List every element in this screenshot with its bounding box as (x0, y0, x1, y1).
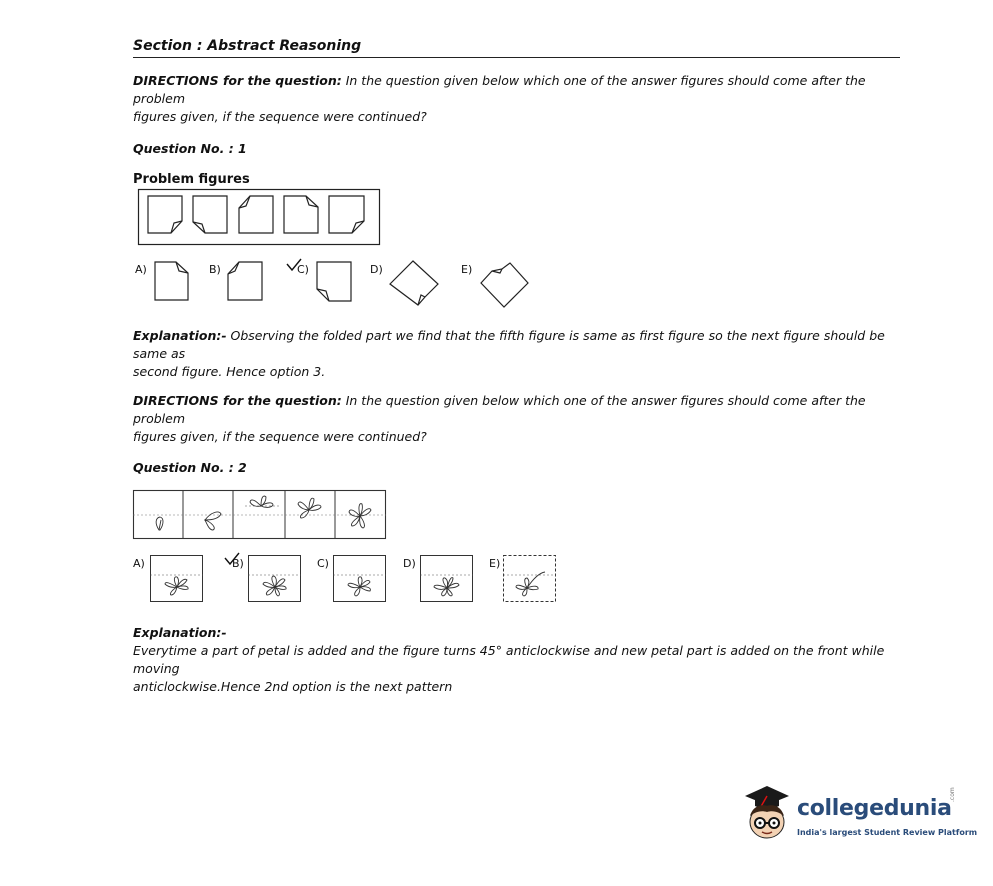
q2-option-d-figure[interactable] (420, 555, 474, 603)
q1-option-c-label[interactable]: C) (297, 263, 309, 276)
q2-problem-figure-1 (156, 517, 163, 530)
q1-problem-figure-4 (284, 196, 318, 233)
q2-heading: Question No. : 2 (133, 460, 247, 475)
q2-option-a-figure[interactable] (150, 555, 204, 603)
q2-option-b-figure[interactable] (248, 555, 302, 603)
q2-explanation-line1: Everytime a part of petal is added and the figure turns 45° anticlockwise and new petal part is added on the front while moving (133, 643, 885, 676)
q1-option-b-figure[interactable] (226, 261, 266, 303)
logo-brand: collegedunia (797, 796, 952, 821)
q2-problem-figure-3 (245, 496, 279, 507)
section-divider (133, 57, 900, 58)
q1-heading: Question No. : 1 (133, 141, 247, 156)
q2-problem-figure-5 (349, 504, 371, 528)
q1-option-d-figure[interactable] (388, 259, 444, 309)
q1-explanation-label: Explanation:- (133, 328, 227, 343)
q2-option-b-label[interactable]: B) (232, 557, 244, 570)
q2-problem-figures (133, 490, 386, 540)
q1-explanation-line1: Observing the folded part we find that the fifth figure is same as first figure so the next figure should be same as (133, 328, 885, 361)
directions-label: DIRECTIONS for the question: (133, 73, 342, 88)
directions-2 (133, 392, 903, 446)
q2-option-d-label[interactable]: D) (403, 557, 416, 570)
q1-option-e-figure[interactable] (476, 259, 532, 309)
logo-tagline: India's largest Student Review Platform (797, 828, 978, 837)
q1-problem-figure-1 (148, 196, 182, 233)
q2-explanation (133, 624, 913, 696)
q1-option-a-label[interactable]: A) (135, 263, 147, 276)
q1-problem-figure-5 (329, 196, 364, 233)
q1-option-b-label[interactable]: B) (209, 263, 221, 276)
q1-explanation (133, 327, 913, 381)
q2-option-e-label[interactable]: E) (489, 557, 501, 570)
q1-option-e-label[interactable]: E) (461, 263, 473, 276)
q1-problem-figure-3 (239, 196, 273, 233)
q2-option-a-label[interactable]: A) (133, 557, 145, 570)
mascot-icon (737, 780, 793, 846)
q2-option-e-figure[interactable] (503, 555, 557, 603)
q2-option-c-figure[interactable] (333, 555, 387, 603)
directions-text-line2: figures given, if the sequence were continued? (133, 109, 427, 124)
q2-explanation-line2: anticlockwise.Hence 2nd option is the next pattern (133, 679, 453, 694)
collegedunia-logo[interactable] (737, 780, 978, 850)
q1-option-d-label[interactable]: D) (370, 263, 383, 276)
directions-2-label: DIRECTIONS for the question: (133, 393, 342, 408)
q1-option-c-figure[interactable] (315, 261, 355, 305)
q1-problem-figures (138, 189, 380, 245)
q2-option-c-label[interactable]: C) (317, 557, 329, 570)
q1-problem-figure-2 (193, 196, 227, 233)
directions-text-line1: In the question given below which one of the answer figures should come after the problem (133, 73, 866, 106)
logo-suffix: .com (949, 787, 956, 802)
directions-2-text-line2: figures given, if the sequence were continued? (133, 429, 427, 444)
section-title: Section : Abstract Reasoning (133, 38, 362, 54)
q2-explanation-label: Explanation:- (133, 625, 227, 640)
directions-2-text-line1: In the question given below which one of the answer figures should come after the problem (133, 393, 866, 426)
q1-option-a-figure[interactable] (152, 261, 192, 303)
q1-problem-label: Problem figures (133, 172, 250, 187)
q1-explanation-line2: second figure. Hence option 3. (133, 364, 326, 379)
directions-1 (133, 72, 903, 126)
